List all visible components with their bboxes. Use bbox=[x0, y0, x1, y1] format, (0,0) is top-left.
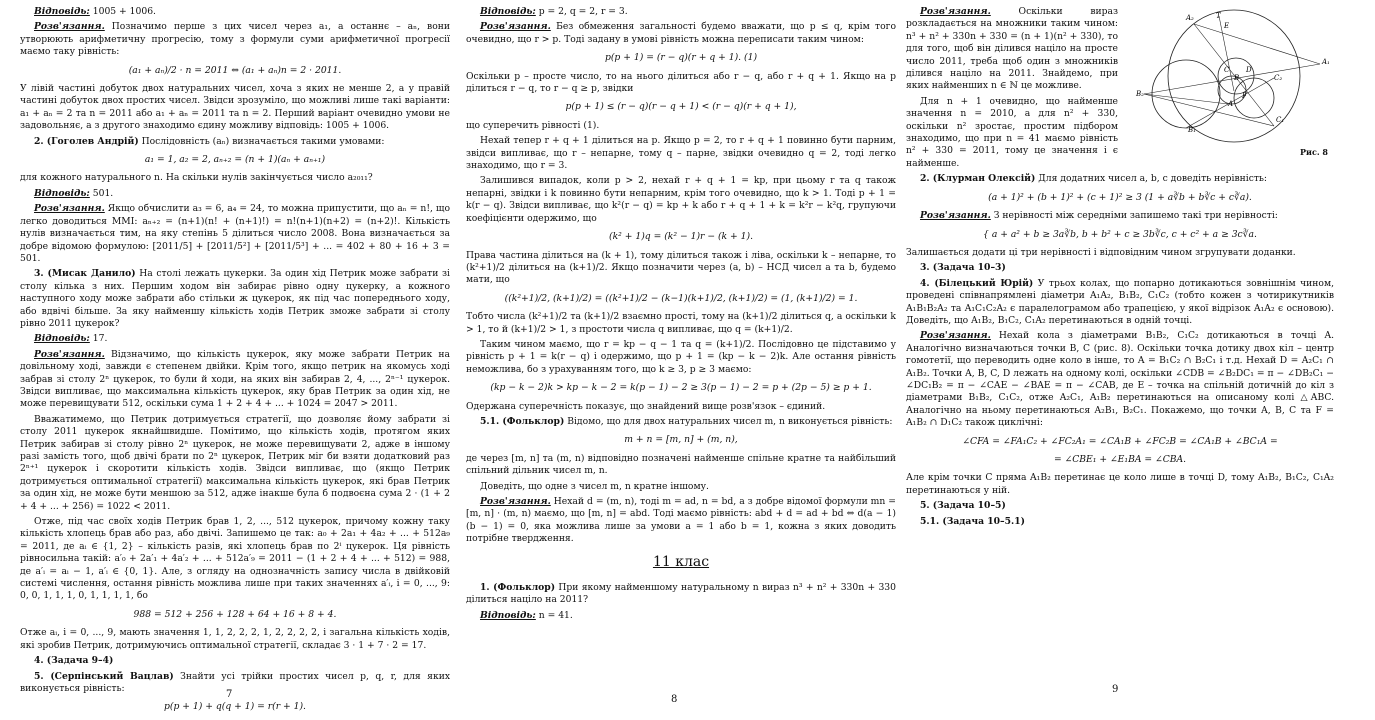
formula: m + n = [m, n] + (m, n), bbox=[624, 434, 738, 446]
solution-paragraph bbox=[906, 210, 1334, 222]
figure-caption: Рис. 8 bbox=[1300, 147, 1328, 158]
paragraph-text: Відомо, що для двох натуральних чисел m, n виконується рівність: bbox=[567, 415, 893, 427]
figure-label: A bbox=[1228, 100, 1234, 108]
problem-heading: 1. (Фольклор) bbox=[480, 582, 556, 594]
section-heading: 11 клас bbox=[652, 553, 710, 570]
solution-label: Розв'язання. bbox=[920, 6, 991, 17]
paragraph-text: У трьох колах, що попарно дотикаються зовнішнім чином, проведені співнапрямлені діаметри A₁A₂, B₁B₂, C₁C₂ (тобто кожен з чотирикутників A₁B₁B₂A₂ та A₁C₁C₂A₂ є паралелограмом або трапецією, у якої відрізок A₁A₂ є основою). Доведіть, що A₁B₂, B₁C₂, C₁A₂ перетинаються в одній точці. bbox=[906, 277, 1335, 326]
formula: ((k²+1)/2, (k+1)/2) = ((k²+1)/2 − (k−1)(k+1)/2, (k+1)/2) = (1, (k+1)/2) = 1. bbox=[504, 292, 858, 304]
problem-heading: 4. (Білецький Юрій) bbox=[920, 277, 1034, 289]
problem-statement bbox=[466, 416, 896, 428]
figure-label: C bbox=[1224, 66, 1230, 74]
formula: (k² + 1)q = (k² − 1)r − (k + 1). bbox=[609, 231, 753, 243]
formula: { a + a² + b ≥ 3a∛b, b + b² + c ≥ 3b∛c, c + c² + a ≥ 3c∛a. bbox=[983, 228, 1257, 240]
paragraph-text: Таким чином маємо, що r = kp − q − 1 та q = (k+1)/2. Послідовно це підставимо у рівність p + 1 = k(r − q) і одержимо, що p + 1 = (kp − k − 2)k. Але остання рівність неможлива, бо з урахуванням того, що k ≥ 3, p ≥ 3 маємо: bbox=[466, 338, 896, 375]
problem-heading: 5. (Задача 10–5) bbox=[920, 500, 1006, 512]
problem-heading: 2. (Гоголев Андрій) bbox=[34, 135, 139, 147]
paragraph-text: Позначимо перше з цих чисел через a₁, а останнє – aₙ, вони утворюють арифметичну прогресію, тому з формули суми арифметичної прогресії маємо таку рівність: bbox=[20, 21, 450, 58]
paragraph-text: Без обмеження загальності будемо вважати, що p ≤ q, крім того очевидно, що r > p. Тоді задану в умові рівність можна переписати таким чином: bbox=[466, 21, 896, 45]
formula: p(p + 1) + q(q + 1) = r(r + 1). bbox=[164, 701, 306, 713]
paragraph-text: 1005 + 1006. bbox=[92, 6, 156, 17]
problem-heading: 5.1. (Задача 10–5.1) bbox=[920, 515, 1025, 527]
problem-heading: 3. (Мисак Данило) bbox=[34, 268, 136, 280]
paragraph bbox=[906, 247, 1334, 259]
paragraph bbox=[466, 120, 896, 132]
answer-line bbox=[20, 333, 450, 345]
paragraph-text: У лівій частині добуток двох натуральних чисел, хоча з яких не менше 2, а у правій частині добуток двох простих чисел. Звідси зрозуміло, що можливі лише такі варіанти: a₁ + aₙ = 2 та n = 2011 або a₁ + aₙ = 2011 та n = 2. Перший варіант очевидно умови не задовольняє, а з другого знаходимо єдину можливу відповідь: 1005 + 1006. bbox=[20, 83, 450, 132]
formula: p(p + 1) ≤ (r − q)(r − q + 1) < (r − q)(r + q + 1), bbox=[565, 101, 797, 113]
page-9 bbox=[906, 6, 1334, 531]
paragraph bbox=[20, 414, 450, 513]
paragraph-text: Нехай кола з діаметрами B₁B₂, C₁C₂ дотикаються в точці A. Аналогічно визначаються точки B, C (рис. 8). Оскільки точка дотику двох кіл – центр гомотетії, що переводить одне коло в інше, то A = B₁C₂ ∩ B₂C₁ і т.д. Нехай D = A₂C₁ ∩ A₁B₂. Точки A, B, C, D лежать на одному колі, оскільки ∠CDB = ∠B₂DC₁ = π − ∠DB₂C₁ − ∠DC₁B₂ = π − ∠CAE − ∠BAE = π − ∠CAB, де E – точка на спільній дотичній до кіл з діаметрами B₁B₂, C₁C₂, отже A₂C₁, A₁B₂ перетинаються на описаному колі △ABC. Аналогічно на ньому перетинаються A₂B₁, B₂C₁. Покажемо, що точки A, B, C та F = A₁B₂ ∩ D₁C₂ також циклічні: bbox=[906, 330, 1334, 429]
paragraph-text: На столі лежать цукерки. За один хід Петрик може забрати зі столу кілька з них. Першим ходом він забирає рівно одну цукерку, а кожного наступного ходу може забрати або стільки ж цукерок, як під час попереднього ходу, або вдвічі більше. За яку найменшу кількість ходів Петрик зможе забрати зі столу рівно 2011 цукерок? bbox=[20, 268, 450, 329]
answer-line bbox=[20, 188, 450, 200]
solution-paragraph bbox=[20, 203, 450, 265]
paragraph-text: Доведіть, що одне з чисел m, n кратне іншому. bbox=[480, 480, 709, 492]
answer-label: Відповідь: bbox=[34, 187, 90, 199]
paragraph bbox=[466, 453, 896, 478]
problem-heading: 3. (Задача 10–3) bbox=[920, 262, 1006, 274]
formula: 988 = 512 + 256 + 128 + 64 + 16 + 8 + 4. bbox=[133, 608, 337, 620]
paragraph bbox=[466, 311, 896, 336]
paragraph bbox=[466, 250, 896, 287]
paragraph-text: n = 41. bbox=[538, 609, 573, 621]
formula: (a + 1)² + (b + 1)² + (c + 1)² ≥ 3 (1 + a∛b + b∛c + c∛a). bbox=[988, 191, 1252, 203]
paragraph-text: Отже, під час своїх ходів Петрик брав 1, 2, ..., 512 цукерок, причому кожну таку кількість хлопець брав або раз, або двічі. Запишемо це так: a₀ + 2a₁ + 4a₂ + ... + 512a₉ = 2011, де aᵢ ∈ {1, 2} – кількість разів, які хлопець брав по 2ⁱ цукерок. Ця рівність рівносильна такій: a′₀ + 2a′₁ + 4a′₂ + ... + 512a′₉ = 2011 − (1 + 2 + 4 + ... + 512) = 988, де a′ᵢ = aᵢ − 1, a′ᵢ ∈ {0, 1}. Але, з огляду на однозначність запису числа в двійковій системі числення, остання рівність можлива лише при таких значеннях a′ᵢ, i = 0, ..., 9: 0, 0, 1, 1, 1, 0, 1, 1, 1, 1, бо bbox=[20, 516, 450, 602]
solution-label: Розв'язання. bbox=[920, 330, 991, 342]
answer-line bbox=[466, 610, 896, 622]
paragraph bbox=[466, 401, 896, 413]
problem-statement bbox=[20, 671, 450, 696]
solution-paragraph bbox=[906, 330, 1334, 429]
figure-label: A₁ bbox=[1322, 58, 1330, 66]
solution-paragraph bbox=[466, 496, 896, 546]
paragraph-text: Оскільки вираз розкладається на множники таким чином: n³ + n² + 330n + 330 = (n + 1)(n² + 330), то для того, щоб він ділився націло на просте число 2011, треба щоб один з множників ділився націло на 2011. Знайдемо, при яких найменших n ∈ ℕ це можливе. bbox=[906, 6, 1118, 92]
paragraph-text: Знайти усі трійки простих чисел p, q, r, для яких виконується рівність: bbox=[20, 670, 451, 694]
figure-label: A₂ bbox=[1186, 14, 1194, 22]
problem-statement bbox=[20, 655, 450, 667]
answer-label: Відповідь: bbox=[480, 609, 536, 621]
paragraph-text: Але крім точки C пряма A₁B₂ перетинає це коло лише в точці D, тому A₁B₂, B₁C₂, C₁A₂ перетинаються у ній. bbox=[906, 472, 1334, 496]
paragraph bbox=[466, 481, 896, 493]
paragraph bbox=[466, 175, 896, 225]
problem-statement bbox=[906, 262, 1334, 274]
solution-paragraph bbox=[20, 349, 450, 411]
figure-8-diagram bbox=[1124, 6, 1334, 156]
solution-label: Розв'язання. bbox=[34, 348, 105, 360]
paragraph bbox=[466, 71, 896, 96]
figure-label: C₁ bbox=[1276, 116, 1285, 124]
figure-label: B bbox=[1234, 74, 1240, 82]
paragraph-text: 501. bbox=[92, 187, 114, 199]
problem-statement bbox=[20, 268, 450, 330]
paragraph-text: де через [m, n] та (m, n) відповідно позначені найменше спільне кратне та найбільший спільний дільник чисел m, n. bbox=[466, 452, 896, 477]
page-number-8: 8 bbox=[671, 694, 678, 705]
paragraph-text: 17. bbox=[92, 333, 108, 345]
figure-label: F bbox=[1242, 92, 1247, 100]
paragraph-text: що суперечить рівності (1). bbox=[466, 119, 600, 131]
paragraph bbox=[20, 516, 450, 603]
figure-8 bbox=[1124, 6, 1334, 156]
problem-heading: 4. (Задача 9–4) bbox=[34, 655, 114, 667]
paragraph-text: Вважатимемо, що Петрик дотримується стратегії, що дозволяє йому забрати зі столу 2011 цукерок якнайшвидше. Помітимо, що кількість ходів, протягом яких Петрик забирав зі столу рівно 2ⁿ цукерок, не може перевищувати 2, адже в іншому разі замість того, щоб двічі брати по 2ⁿ цукерок, Петрик міг би взяти додатковий раз 2ⁿ⁺¹ цукерок і скоротити кількість ходів. Звідси випливає, що (якщо Петрик дотримується оптимальної стратегії) максимальна кількість цукерок, які брав Петрик за один хід, не може бути меншою за 512, адже інакше була б подвоєна сума 2 · (1 + 2 + 4 + ... + 256) = 1022 < 2011. bbox=[20, 413, 450, 512]
formula: a₁ = 1, a₂ = 2, aₙ₊₂ = (n + 1)(aₙ + aₙ₊₁) bbox=[144, 154, 326, 166]
problem-heading: 5. (Серпінський Вацлав) bbox=[34, 670, 174, 682]
paragraph-text: для кожного натурального n. На скільки нулів закінчується число a₂₀₁₁? bbox=[20, 172, 373, 184]
paragraph-text: Якщо обчислити a₃ = 6, a₄ = 24, то можна припустити, що aₙ = n!, що легко доводиться ММІ: aₙ₊₂ = (n+1)(n! + (n+1)!) = n!(n+1)(n+2) = (n+2)!. Кількість нулів визначається тим, на яку степінь 5 ділиться число 2008. Вона визначається за добре відомою формулою: [2011/5] + [2011/5²] + [2011/5³] + ... = 402 + 80 + 16 + 3 = 501. bbox=[20, 203, 450, 264]
paragraph-text: Права частина ділиться на (k + 1), тому ділиться також і ліва, оскільки k – непарне, то (k²+1)/2 ділиться на (k+1)/2. Якщо позначити через (a, b) – НСД чисел a та b, будемо мати, що bbox=[466, 249, 896, 286]
problem-statement bbox=[20, 136, 450, 148]
figure-label: B₁ bbox=[1188, 126, 1196, 134]
answer-label: Відповідь: bbox=[34, 333, 90, 345]
paragraph-text: Тобто числа (k²+1)/2 та (k+1)/2 взаємно прості, тому на (k+1)/2 ділиться q, а оскільки k > 1, то й (k+1)/2 > 1, з простоти числа q випливає, що q = (k+1)/2. bbox=[466, 311, 896, 335]
paragraph-text: Залишається додати ці три нерівності і відповідним чином згрупувати доданки. bbox=[906, 246, 1296, 258]
paragraph-text: Оскільки p – просте число, то на нього ділиться або r − q, або r + q + 1. Якщо на p ділиться r − q, то r − q ≥ p, звідки bbox=[466, 70, 896, 95]
solution-paragraph bbox=[20, 21, 450, 58]
formula: ∠CFA = ∠FA₁C₂ + ∠FC₂A₁ = ∠CA₁B + ∠FC₂B = ∠CA₁B + ∠BC₁A = bbox=[962, 435, 1278, 447]
page-8 bbox=[466, 6, 896, 625]
solution-paragraph bbox=[466, 21, 896, 46]
page-7 bbox=[20, 6, 450, 720]
problem-heading: 5.1. (Фольклор) bbox=[480, 415, 565, 427]
paragraph-text: p = 2, q = 2, r = 3. bbox=[538, 6, 628, 17]
paragraph bbox=[906, 472, 1334, 497]
problem-statement bbox=[906, 500, 1334, 512]
solution-label: Розв'язання. bbox=[480, 21, 551, 33]
answer-line bbox=[20, 6, 450, 18]
formula: (a₁ + aₙ)/2 · n = 2011 ⇔ (a₁ + aₙ)n = 2 · 2011. bbox=[128, 64, 342, 76]
paragraph bbox=[466, 339, 896, 376]
formula: (kp − k − 2)k > kp − k − 2 = k(p − 1) − 2 ≥ 3(p − 1) − 2 = p + (2p − 5) ≥ p + 1. bbox=[490, 382, 872, 394]
problem-statement bbox=[906, 516, 1334, 528]
figure-label: B₂ bbox=[1136, 90, 1144, 98]
problem-statement bbox=[906, 278, 1334, 328]
paragraph-text: Отже aᵢ, i = 0, ..., 9, мають значення 1, 1, 2, 2, 2, 1, 2, 2, 2, 2, і загальна кількість ходів, які зробив Петрик, дотримуючись оптимальної стратегії, складає 3 · 1 + 7 · 2 = 17. bbox=[20, 627, 450, 651]
paragraph bbox=[20, 627, 450, 652]
figure-label: T bbox=[1216, 12, 1221, 20]
problem-heading: 2. (Клурман Олексій) bbox=[920, 173, 1036, 185]
figure-label: D bbox=[1246, 66, 1252, 74]
paragraph-text: Для n + 1 очевидно, що найменше значення n = 2010, а для n² + 330, оскільки n² зростає, простим підбором знаходимо, що при n = 41 маємо рівність n² + 330 = 2011, тому це значення і є найменше. bbox=[906, 95, 1118, 169]
solution-label: Розв'язання. bbox=[920, 210, 991, 222]
paragraph-text: Послідовність (aₙ) визначається такими умовами: bbox=[141, 135, 385, 147]
problem-statement bbox=[466, 582, 896, 607]
formula: p(p + 1) = (r − q)(r + q + 1). (1) bbox=[604, 52, 758, 64]
solution-label: Розв'язання. bbox=[480, 496, 551, 507]
page-number-9: 9 bbox=[1112, 684, 1119, 695]
paragraph bbox=[20, 172, 450, 184]
paragraph-text: Нехай d = (m, n), тоді m = ad, n = bd, а з добре відомої формули mn = [m, n] · (m, n) маємо, що [m, n] = abd. Тоді маємо рівність: abd + d = ad + bd ⇔ d(a − 1)(b − 1) = 0, яка можлива лише за умови a = 1 або b = 1, кожна з яких доводить потрібне твердження. bbox=[466, 496, 896, 545]
answer-label: Відповідь: bbox=[480, 6, 536, 17]
solution-label: Розв'язання. bbox=[34, 21, 105, 33]
paragraph-text: При якому найменшому натуральному n вираз n³ + n² + 330n + 330 ділиться націло на 2011? bbox=[466, 582, 896, 606]
paragraph-text: Відзначимо, що кількість цукерок, яку може забрати Петрик на довільному ході, завжди є степенем двійки. Крім того, якщо петрик на якомусь ході забрав зі столу 2ⁿ цукерок, то були й ходи, на яких він забирав 2, 4, ..., 2ⁿ⁻¹ цукерок. Звідси випливає, що максимальна кількість цукерок, яку брав Петрик за один хід, не може перевищувати 512, оскільки сума 1 + 2 + 4 + ... + 1024 = 2047 > 2011. bbox=[20, 348, 450, 410]
paragraph-text: З нерівності між середніми запишемо такі три нерівності: bbox=[993, 210, 1278, 222]
paragraph bbox=[20, 83, 450, 133]
paragraph-text: Одержана суперечність показує, що знайдений вище розв'язок – єдиний. bbox=[466, 400, 826, 412]
figure-label: C₂ bbox=[1274, 74, 1283, 82]
answer-line bbox=[466, 6, 896, 18]
page-number-7: 7 bbox=[226, 689, 233, 700]
problem-statement bbox=[906, 173, 1334, 185]
paragraph bbox=[466, 135, 896, 172]
figure-label: E bbox=[1224, 22, 1230, 30]
answer-label: Відповідь: bbox=[34, 6, 90, 17]
formula: = ∠CBE₁ + ∠E₁BA = ∠CBA. bbox=[1053, 454, 1187, 465]
solution-label: Розв'язання. bbox=[34, 203, 105, 215]
paragraph-text: Для додатних чисел a, b, c доведіть нерівність: bbox=[1038, 173, 1268, 185]
paragraph-text: Залишився випадок, коли p > 2, нехай r + q + 1 = kp, при цьому r та q також непарні, звідки і k повинно бути непарним, крім того очевидно, що k > 1. Тоді p + 1 = k(r − q). Звідси випливає, що k²(r − q) = kp + k або r + q + 1 + k = k²r − k²q, групуючи коефіцієнти одержимо, що bbox=[466, 175, 896, 224]
paragraph-text: Нехай тепер r + q + 1 ділиться на p. Якщо p = 2, то r + q + 1 повинно бути парним, звідси випливає, що r – непарне, тому q – парне, звідки очевидно q = 2, тоді легко знаходимо, що r = 3. bbox=[466, 135, 896, 172]
